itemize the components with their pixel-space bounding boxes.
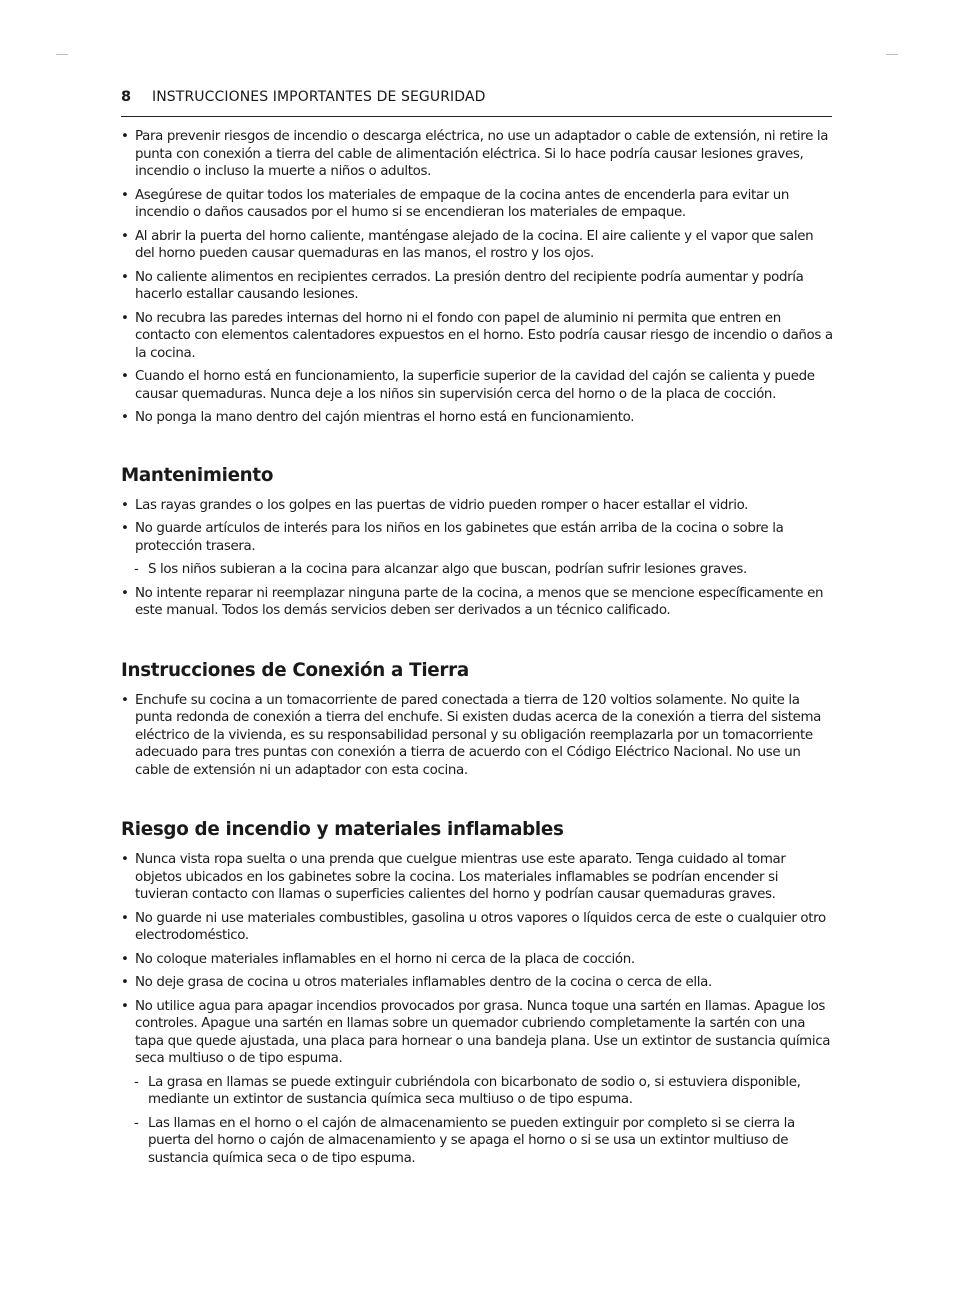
list-item: • Cuando el horno está en funcionamiento, la superficie superior de la cavidad del cajón se calienta y puede causar quemaduras. Nunca deje a los niños sin supervisión cerca del horno o de la placa de cocción. bbox=[121, 368, 833, 403]
sub-list-item: - La grasa en llamas se puede extinguir cubriéndola con bicarbonato de sodio o, si estuviera disponible, mediante un extintor de sustancia química seca multiuso o de tipo espuma. bbox=[121, 1074, 833, 1109]
list-item: • Para prevenir riesgos de incendio o descarga eléctrica, no use un adaptador o cable de extensión, ni retire la punta con conexión a tierra del cable de alimentación eléctrica. Si lo hace podría causar lesiones graves, incendio o incluso la muerte a niños o adultos. bbox=[121, 128, 833, 181]
page-number: 8 bbox=[121, 89, 132, 105]
list-item: • No ponga la mano dentro del cajón mientras el horno está en funcionamiento. bbox=[121, 409, 833, 427]
list-item: • No utilice agua para apagar incendios provocados por grasa. Nunca toque una sartén en llamas. Apague los controles. Apague una sartén en llamas sobre un quemador cubriendo completamente la sartén con una tapa que quede ajustada, una placa para hornear o una bandeja plana. Use un extintor de sustancia química seca multiuso o de tipo espuma. bbox=[121, 998, 833, 1068]
crop-mark-left bbox=[56, 54, 68, 55]
sub-list-item: - Las llamas en el horno o el cajón de almacenamiento se pueden extinguir por completo si se cierra la puerta del horno o cajón de almacenamiento y se apaga el horno o si se usa un extintor multiuso de sustancia química seca o de tipo espuma. bbox=[121, 1115, 833, 1168]
section-heading-incendio: Riesgo de incendio y materiales inflamables bbox=[121, 819, 564, 840]
list-item: • Las rayas grandes o los golpes en las puertas de vidrio pueden romper o hacer estallar el vidrio. bbox=[121, 497, 833, 515]
intro-list bbox=[121, 128, 833, 427]
list-item: • No guarde ni use materiales combustibles, gasolina u otros vapores o líquidos cerca de este o cualquier otro electrodoméstico. bbox=[121, 910, 833, 945]
list-item: • Asegúrese de quitar todos los materiales de empaque de la cocina antes de encenderla para evitar un incendio o daños causados por el humo si se encendieran los materiales de empaque. bbox=[121, 187, 833, 222]
crop-mark-right bbox=[886, 54, 898, 55]
list-item: • No intente reparar ni reemplazar ninguna parte de la cocina, a menos que se mencione específicamente en este manual. Todos los demás servicios deben ser derivados a un técnico calificado. bbox=[121, 585, 833, 620]
running-title: INSTRUCCIONES IMPORTANTES DE SEGURIDAD bbox=[152, 89, 486, 105]
list-item: • Enchufe su cocina a un tomacorriente de pared conectada a tierra de 120 voltios solamente. No quite la punta redonda de conexión a tierra del enchufe. Si existen dudas acerca de la conexión a tierra del sistema eléctrico de la vivienda, es su responsabilidad personal y su obligación reemplazarla por un tomacorriente adecuado para tres puntas con conexión a tierra de acuerdo con el Código Eléctrico Nacional. No use un cable de extensión ni un adaptador con esta cocina. bbox=[121, 692, 833, 780]
list-item: • No guarde artículos de interés para los niños en los gabinetes que están arriba de la cocina o sobre la protección trasera. bbox=[121, 520, 833, 555]
list-item: • No recubra las paredes internas del horno ni el fondo con papel de aluminio ni permita que entren en contacto con elementos calentadores expuestos en el horno. Esto podría causar riesgo de incendio o daños a la cocina. bbox=[121, 310, 833, 363]
list-item: • No caliente alimentos en recipientes cerrados. La presión dentro del recipiente podría aumentar y podría hacerlo estallar causando lesiones. bbox=[121, 269, 833, 304]
page-header bbox=[121, 89, 832, 117]
section-heading-mantenimiento: Mantenimiento bbox=[121, 464, 274, 486]
list-item: • Nunca vista ropa suelta o una prenda que cuelgue mientras use este aparato. Tenga cuidado al tomar objetos ubicados en los gabinetes sobre la cocina. Los materiales inflamables se podrían encender si tuvieran contacto con llamas o superficies calientes del horno y podrían causar quemaduras graves. bbox=[121, 851, 833, 904]
list-item: • Al abrir la puerta del horno caliente, manténgase alejado de la cocina. El aire caliente y el vapor que salen del horno pueden causar quemaduras en las manos, el rostro y los ojos. bbox=[121, 228, 833, 263]
sub-list-item: - S los niños subieran a la cocina para alcanzar algo que buscan, podrían sufrir lesiones graves. bbox=[121, 561, 833, 579]
page-content bbox=[121, 128, 833, 1173]
list-item: • No deje grasa de cocina u otros materiales inflamables dentro de la cocina o cerca de ella. bbox=[121, 974, 833, 992]
list-item: • No coloque materiales inflamables en el horno ni cerca de la placa de cocción. bbox=[121, 951, 833, 969]
conexion-list bbox=[121, 692, 833, 780]
mantenimiento-list bbox=[121, 497, 833, 620]
section-heading-conexion: Instrucciones de Conexión a Tierra bbox=[121, 659, 469, 681]
incendio-list bbox=[121, 851, 833, 1167]
